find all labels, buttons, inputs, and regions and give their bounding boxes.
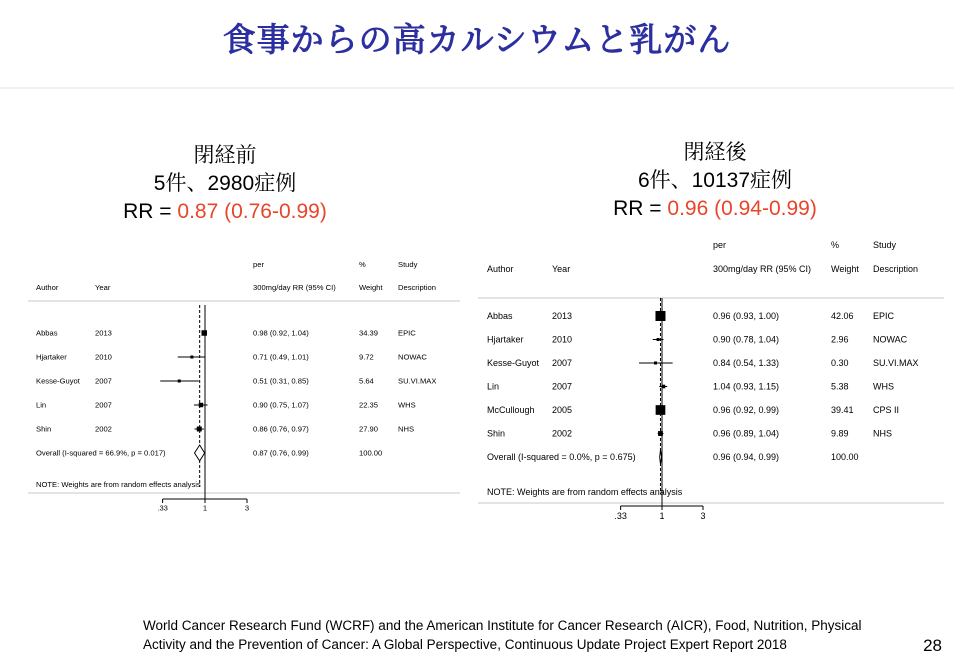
study-author: Shin — [487, 428, 506, 439]
study-weight: 34.39 — [359, 328, 379, 338]
study-rr-ci: 0.98 (0.92, 1.04) — [253, 328, 309, 338]
column-header: Study — [398, 260, 418, 269]
rr-label: RR = — [613, 197, 668, 220]
study-author: Shin — [36, 424, 52, 434]
column-header: % — [831, 240, 840, 250]
study-rr-ci: 0.51 (0.31, 0.85) — [253, 376, 309, 386]
study-rr-ci: 1.04 (0.93, 1.15) — [713, 381, 780, 392]
overall-weight: 100.00 — [359, 448, 383, 458]
panel-heading: 閉経前 — [193, 144, 257, 167]
study-description: SU.VI.MAX — [873, 358, 919, 369]
point-estimate — [178, 380, 181, 383]
overall-label: Overall (I-squared = 66.9%, p = 0.017) — [36, 448, 166, 458]
study-year: 2002 — [95, 424, 112, 434]
panel-rr — [90, 198, 360, 226]
study-year: 2005 — [552, 405, 573, 416]
column-header: Year — [552, 264, 571, 274]
study-rr-ci: 0.84 (0.54, 1.33) — [713, 358, 780, 369]
x-tick-label: .33 — [614, 511, 627, 521]
column-header: Weight — [359, 283, 383, 292]
point-estimate — [200, 404, 203, 407]
study-rr-ci: 0.90 (0.75, 1.07) — [253, 400, 309, 410]
study-weight: 5.64 — [359, 376, 374, 386]
study-description: EPIC — [873, 311, 895, 322]
overall-diamond — [195, 445, 205, 461]
overall-weight: 100.00 — [831, 452, 859, 463]
overall-rr-ci: 0.96 (0.94, 0.99) — [713, 452, 780, 463]
citation-line: Activity and the Prevention of Cancer: A Global Perspective, Continuous Update Project Expert Report 2018 — [143, 637, 787, 652]
study-author: Hjartaker — [487, 334, 524, 345]
point-estimate — [198, 428, 201, 431]
point-estimate — [657, 338, 660, 341]
study-description: SU.VI.MAX — [398, 376, 437, 386]
study-weight: 5.38 — [831, 381, 849, 392]
study-weight: 42.06 — [831, 311, 854, 322]
study-author: Abbas — [36, 328, 58, 338]
study-rr-ci: 0.96 (0.93, 1.00) — [713, 311, 780, 322]
overall-label: Overall (I-squared = 0.0%, p = 0.675) — [487, 452, 636, 463]
column-header: per — [713, 240, 727, 250]
column-header: Study — [873, 240, 897, 250]
study-author: Kesse-Guyot — [487, 358, 540, 369]
forest-plot-premenopausal — [28, 254, 460, 518]
x-tick-label: .33 — [157, 503, 168, 513]
panel-heading: 閉経後 — [683, 141, 747, 164]
overall-diamond — [660, 450, 662, 464]
study-weight: 9.72 — [359, 352, 374, 362]
title-divider — [0, 87, 954, 89]
study-rr-ci: 0.71 (0.49, 1.01) — [253, 352, 309, 362]
weights-note: NOTE: Weights are from random effects analysis — [36, 480, 201, 489]
study-description: NHS — [873, 428, 893, 439]
column-header: Author — [36, 283, 59, 292]
column-header: Year — [95, 283, 111, 292]
study-weight: 27.90 — [359, 424, 379, 434]
column-header: % — [359, 260, 366, 269]
column-header: Author — [487, 264, 514, 274]
premenopausal-header — [90, 142, 360, 226]
x-tick-label: 3 — [244, 503, 250, 513]
panel-studies: 6件、10137症例 — [637, 169, 793, 192]
column-header: Weight — [831, 264, 859, 274]
column-header: 300mg/day RR (95% CI) — [713, 264, 812, 274]
study-weight: 2.96 — [831, 334, 849, 345]
slide-title: 食事からの高カルシウムと乳がん — [222, 20, 732, 59]
study-year: 2002 — [552, 428, 573, 439]
panel-studies: 5件、2980症例 — [153, 172, 297, 195]
study-author: Kesse-Guyot — [36, 376, 80, 386]
study-weight: 0.30 — [831, 358, 849, 369]
point-estimate — [659, 409, 662, 412]
rr-value: 0.96 (0.94-0.99) — [667, 197, 817, 220]
study-description: NOWAC — [398, 352, 427, 362]
rr-label: RR = — [123, 200, 178, 223]
study-weight: 39.41 — [831, 405, 854, 416]
study-rr-ci: 0.86 (0.76, 0.97) — [253, 424, 309, 434]
study-year: 2010 — [552, 334, 573, 345]
column-header: 300mg/day RR (95% CI) — [253, 283, 336, 292]
study-year: 2007 — [95, 400, 112, 410]
postmenopausal-header — [580, 139, 850, 223]
column-header: Description — [398, 283, 436, 292]
study-author: Hjartaker — [36, 352, 67, 362]
study-description: EPIC — [398, 328, 416, 338]
study-year: 2013 — [552, 311, 573, 322]
study-description: NOWAC — [873, 334, 908, 345]
study-weight: 9.89 — [831, 428, 849, 439]
study-author: Lin — [487, 381, 500, 392]
point-estimate — [659, 315, 662, 318]
study-weight: 22.35 — [359, 400, 379, 410]
point-estimate — [191, 356, 194, 359]
point-estimate — [659, 432, 662, 435]
study-rr-ci: 0.90 (0.78, 1.04) — [713, 334, 780, 345]
citation — [143, 616, 943, 654]
study-description: WHS — [398, 400, 416, 410]
panel-rr — [580, 195, 850, 223]
page-number: 28 — [923, 636, 942, 655]
study-year: 2010 — [95, 352, 112, 362]
rr-value: 0.87 (0.76-0.99) — [177, 200, 327, 223]
study-description: WHS — [873, 381, 894, 392]
study-year: 2007 — [95, 376, 112, 386]
column-header: Description — [873, 264, 919, 274]
study-author: Abbas — [487, 311, 513, 322]
citation-line: World Cancer Research Fund (WCRF) and the American Institute for Cancer Research (AICR), Food, Nutrition, Physical — [143, 618, 862, 633]
x-tick-label: 1 — [659, 511, 665, 521]
study-description: NHS — [398, 424, 415, 434]
weights-note: NOTE: Weights are from random effects analysis — [487, 487, 683, 497]
study-year: 2007 — [552, 358, 573, 369]
point-estimate — [654, 362, 657, 365]
forest-plot-postmenopausal — [478, 234, 944, 528]
study-year: 2007 — [552, 381, 573, 392]
point-estimate — [203, 332, 206, 335]
overall-rr-ci: 0.87 (0.76, 0.99) — [253, 448, 309, 458]
study-author: Lin — [36, 400, 47, 410]
study-description: CPS II — [873, 405, 900, 416]
study-rr-ci: 0.96 (0.89, 1.04) — [713, 428, 780, 439]
x-tick-label: 1 — [202, 503, 208, 513]
study-year: 2013 — [95, 328, 112, 338]
study-rr-ci: 0.96 (0.92, 0.99) — [713, 405, 780, 416]
column-header: per — [253, 260, 264, 269]
x-tick-label: 3 — [700, 511, 706, 521]
study-author: McCullough — [487, 405, 535, 416]
point-estimate — [662, 385, 665, 388]
